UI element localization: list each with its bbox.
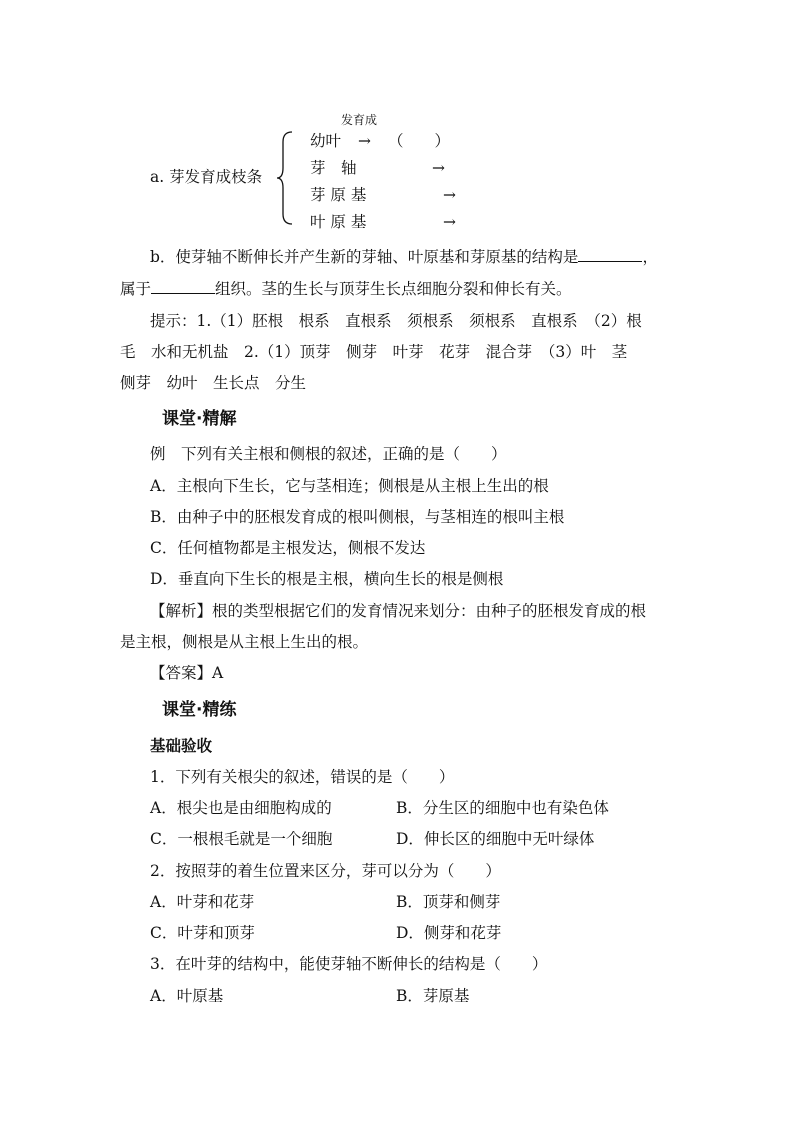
question-stem: 1．下列有关根尖的叙述，错误的是（ ） [150, 768, 455, 786]
diagram-row-part: 叶 原 基 [310, 213, 367, 231]
diagram-row-part: 幼叶 [310, 132, 342, 150]
option-a: A．叶原基 [150, 987, 224, 1005]
paragraph-b-text: 组织。茎的生长与顶芽生长点细胞分裂和伸长有关。 [215, 280, 572, 298]
subsection-title: 基础验收 [150, 737, 213, 755]
option-c: C．叶芽和顶芽 [150, 924, 255, 942]
diagram-row-arrow: → [443, 213, 456, 231]
diagram-row-arrow: → [432, 159, 445, 177]
analysis-text: 【解析】根的类型根据它们的发育情况来划分：由种子的胚根发育成的根 [150, 602, 647, 620]
option-a: A．根尖也是由细胞构成的 [150, 799, 332, 817]
diagram-left-label: a. 芽发育成枝条 [150, 168, 263, 186]
diagram-row-part: 芽 原 基 [310, 186, 367, 204]
answer-text: 【答案】A [150, 664, 224, 682]
option-d: D．侧芽和花芽 [396, 924, 502, 942]
hint-line: 毛 水和无机盐 2.（1）顶芽 侧芽 叶芽 花芽 混合芽 （3）叶 茎 [120, 343, 628, 361]
diagram-row-arrow: → [358, 132, 371, 150]
option-b: B．分生区的细胞中也有染色体 [396, 799, 609, 817]
section-title: 课堂·精解 [162, 409, 237, 429]
diagram-row-arrow: → [443, 186, 456, 204]
question-stem: 2．按照芽的着生位置来区分，芽可以分为（ ） [150, 862, 501, 880]
hint-line: 侧芽 幼叶 生长点 分生 [120, 374, 307, 392]
option-c: C．任何植物都是主根发达，侧根不发达 [150, 539, 426, 557]
paragraph-b-line1 [150, 246, 658, 268]
option-a: A．主根向下生长，它与茎相连；侧根是从主根上生出的根 [150, 477, 549, 495]
option-d: D．垂直向下生长的根是主根，横向生长的根是侧根 [150, 570, 504, 588]
diagram-row-part: 芽 轴 [310, 159, 357, 177]
answer-blank [578, 247, 642, 262]
paragraph-b-text: b．使芽轴不断伸长并产生新的芽轴、叶原基和芽原基的结构是 [150, 248, 579, 266]
diagram-row-target: （ ） [388, 132, 451, 150]
question-stem: 3．在叶芽的结构中，能使芽轴不断伸长的结构是（ ） [150, 955, 548, 973]
example-question: 例 下列有关主根和侧根的叙述，正确的是（ ） [150, 445, 507, 463]
option-b: B．顶芽和侧芽 [396, 893, 501, 911]
diagram-label-above: 发育成 [341, 113, 378, 127]
paragraph-b-punct: ， [642, 248, 658, 266]
paragraph-b-text: 属于 [120, 280, 152, 298]
paragraph-b-line2 [120, 278, 572, 300]
option-c: C．一根根毛就是一个细胞 [150, 830, 333, 848]
option-b: B．芽原基 [396, 987, 470, 1005]
curly-brace-icon [276, 130, 296, 226]
answer-blank [151, 279, 215, 294]
option-a: A．叶芽和花芽 [150, 893, 255, 911]
hint-line: 提示：1.（1）胚根 根系 直根系 须根系 须根系 直根系 （2）根 [150, 312, 642, 330]
analysis-text: 是主根，侧根是从主根上生出的根。 [120, 633, 369, 651]
section-title: 课堂·精练 [162, 700, 237, 720]
option-d: D．伸长区的细胞中无叶绿体 [396, 830, 595, 848]
option-b: B．由种子中的胚根发育成的根叫侧根，与茎相连的根叫主根 [150, 508, 565, 526]
